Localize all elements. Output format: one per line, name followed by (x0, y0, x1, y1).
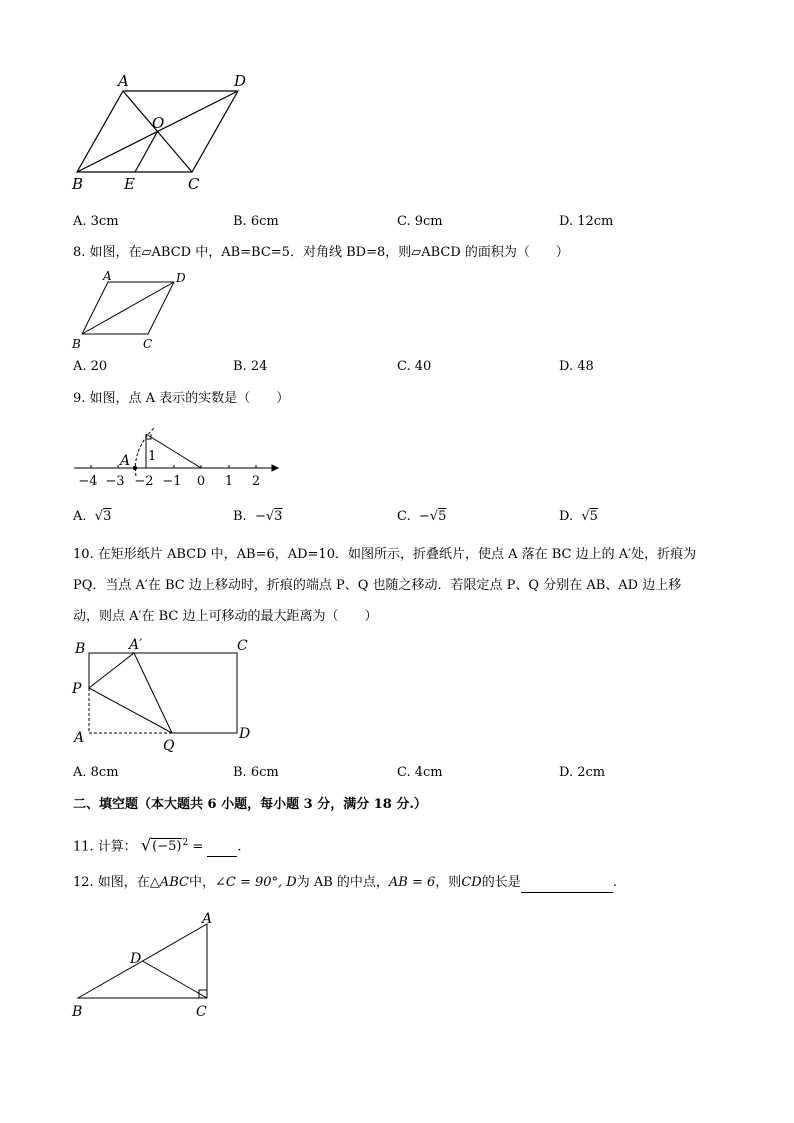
q9-tick-label: −3 (105, 474, 125, 489)
q12-label-c: C (196, 1004, 207, 1020)
q10-rectangle-outline (89, 653, 237, 733)
q7-option-b: B. 6cm (233, 214, 279, 229)
q12-triangle-figure (66, 906, 226, 1022)
q10-rectangle-figure (68, 632, 258, 756)
q11-stem: 11. 计算： $√(-5)^2$ = . (73, 834, 242, 857)
q12-answer-blank[interactable] (521, 874, 613, 893)
q8-option-c: C. 40 (397, 359, 432, 374)
q10-label-p: P (72, 681, 82, 697)
q12-label-d: D (130, 951, 142, 967)
section-2-heading: 二、填空题（本大题共 6 小题，每小题 3 分，满分 18 分.） (73, 797, 427, 812)
q8-diagonal-bd (82, 282, 174, 334)
q8-label-c: C (143, 337, 153, 351)
q12-stem: 12. 如图，在△ABC中，∠C = 90°, D为 AB 的中点，AB = 6，则CD的长是 . (73, 874, 617, 893)
q10-label-q: Q (163, 738, 175, 754)
q10-option-d: D. 2cm (559, 765, 606, 780)
q9-label-one: 1 (148, 449, 157, 464)
q12-median-dc (143, 961, 208, 998)
q8-stem: 8. 如图，在▱ABCD 中，AB=BC=5．对角线 BD=8，则▱ABCD 的面积为（ ） (73, 245, 569, 260)
q7-label-a: A (118, 72, 129, 90)
q7-parallelogram-figure (66, 66, 256, 196)
q7-option-c: C. 9cm (397, 214, 443, 229)
q10-stem-line-2: PQ．当点 A′在 BC 边上移动时，折痕的端点 P、Q 也随之移动．若限定点 P、Q 分别在 AB、AD 边上移 (73, 578, 682, 593)
q9-option-d: D. √5 (559, 509, 598, 524)
q9-tick-label: 0 (196, 474, 206, 489)
q8-option-d: D. 48 (559, 359, 594, 374)
q10-label-c: C (237, 638, 248, 654)
q7-option-a: A. 3cm (73, 214, 119, 229)
q9-axis-arrow (272, 465, 278, 471)
q7-label-b: B (72, 175, 84, 193)
q7-label-e: E (124, 175, 135, 193)
q10-options (73, 765, 733, 783)
q9-tick-label: −4 (78, 474, 98, 489)
q12-label-a: A (202, 911, 213, 927)
q8-option-a: A. 20 (73, 359, 108, 374)
q7-label-d: D (234, 72, 247, 90)
q10-label-a: A (74, 730, 85, 746)
q7-label-o: O (152, 114, 165, 132)
q10-segment-a-prime-q (134, 653, 172, 733)
q10-crease-pq (89, 688, 172, 733)
q8-label-b: B (72, 337, 81, 351)
q9-tick-label: 2 (251, 474, 261, 489)
q8-option-b: B. 24 (233, 359, 268, 374)
q8-label-a: A (103, 269, 112, 283)
q10-stem-line-1: 10. 在矩形纸片 ABCD 中，AB=6，AD=10．如图所示，折叠纸片，使点 A 落在 BC 边上的 A′处，折痕为 (73, 547, 697, 562)
q9-stem: 9. 如图，点 A 表示的实数是（ ） (73, 391, 290, 406)
q10-option-c: C. 4cm (397, 765, 443, 780)
q9-option-a: A. √3 (73, 509, 112, 524)
q10-option-b: B. 6cm (233, 765, 279, 780)
q8-parallelogram-figure (70, 268, 200, 352)
q10-label-b: B (75, 641, 86, 657)
q10-stem-line-3: 动，则点 A′在 BC 边上可移动的最大距离为（ ） (73, 609, 378, 624)
q9-tick-label: −1 (162, 474, 182, 489)
q12-label-b: B (72, 1004, 83, 1020)
q10-label-a-prime: A′ (129, 637, 143, 653)
q7-options (73, 214, 733, 232)
q7-label-c: C (188, 175, 200, 193)
q9-number-line-figure (68, 420, 283, 492)
q11-answer-blank[interactable] (207, 838, 237, 857)
q8-options (73, 359, 733, 377)
q9-option-c: C. −√5 (397, 509, 447, 524)
q10-option-a: A. 8cm (73, 765, 119, 780)
q9-tick-label: 1 (224, 474, 234, 489)
q9-option-b: B. −√3 (233, 509, 283, 524)
q9-label-a: A (120, 453, 131, 469)
q9-point-a (133, 466, 137, 470)
q10-segment-pa-prime (89, 653, 134, 688)
q7-option-d: D. 12cm (559, 214, 614, 229)
q9-options (73, 509, 733, 527)
q10-label-d: D (239, 726, 251, 742)
q9-tick-label: −2 (134, 474, 154, 489)
q8-label-d: D (176, 271, 186, 285)
